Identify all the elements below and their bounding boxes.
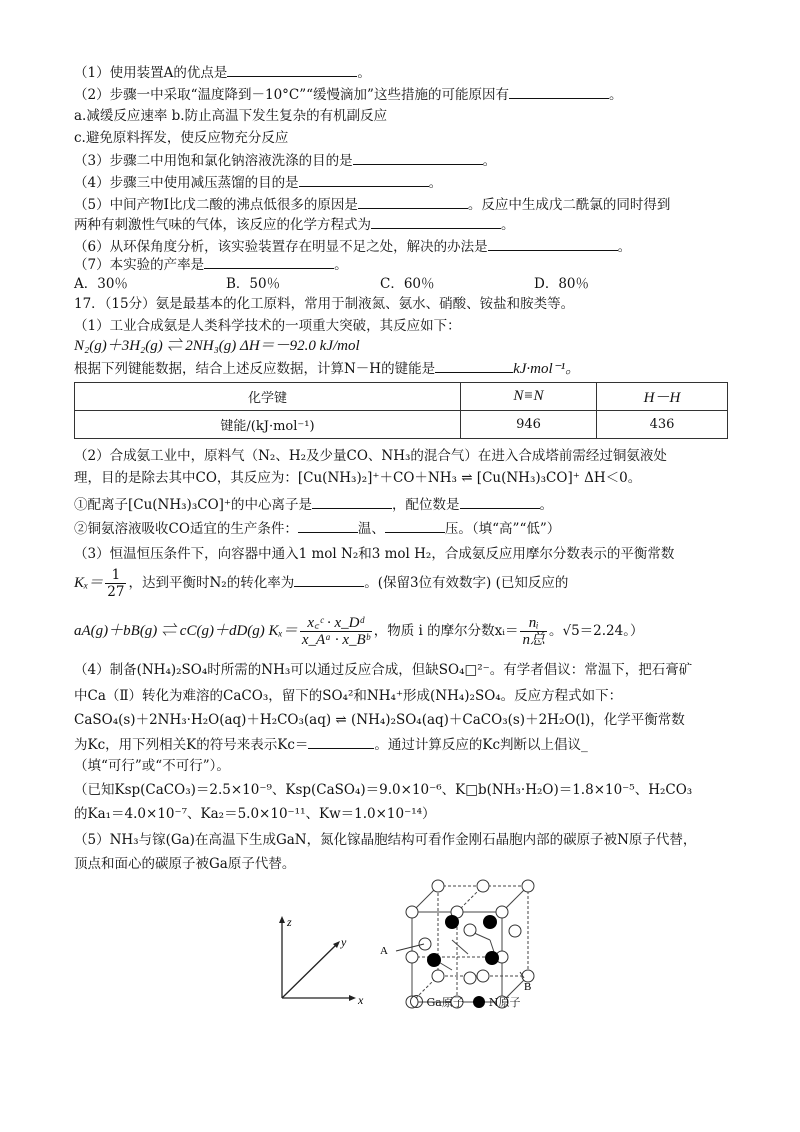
table-row — [75, 411, 728, 439]
question-17-3: （3）恒温恒压条件下，向容器中通入1 mol N₂和3 mol H₂，合成氨反应用摩尔分数表示的平衡常数 — [74, 546, 675, 562]
table-cell: 436 — [597, 411, 728, 439]
question-17-1-ask: 根据下列键能数据，结合上述反应数据，计算N－H的键能是 kJ·mol⁻¹。 — [74, 358, 580, 379]
answer-blank[interactable] — [308, 734, 374, 749]
question-17-3-cont: Kₓ＝ $\frac{1}{27}$ ，达到平衡时N₂的转化率为 。(保留3位有效数字) (已知反应的 — [74, 567, 569, 600]
fraction-kx-general: $\frac{\text{x꜀ᶜ · x\_Dᵈ}}{\text{x\_Aᵃ · x\_Bᵇ}}$ — [301, 615, 370, 648]
answer-blank[interactable] — [385, 518, 445, 533]
question-16-4: （4）步骤三中使用减压蒸馏的目的是 。 — [74, 172, 442, 193]
answer-blank[interactable] — [227, 62, 357, 77]
answer-blank[interactable] — [312, 494, 392, 509]
question-17-5: （5）NH₃与镓(Ga)在高温下生成GaN，氮化镓晶胞结构可看作金刚石晶胞内部的碳原子被N原子代替， — [74, 832, 697, 848]
answer-blank[interactable] — [299, 172, 429, 187]
question-17-1: （1）工业合成氨是人类科学技术的一项重大突破，其反应如下： — [74, 318, 461, 334]
question-16-2: （2）步骤一中采取“温度降到－10°C”“缓慢滴加”这些措施的可能原因有 。 — [74, 84, 622, 105]
answer-blank[interactable] — [353, 150, 483, 165]
gan-unit-cell-diagram — [372, 872, 572, 1012]
choice-c[interactable]: C．60％ — [380, 276, 435, 292]
answer-blank[interactable] — [358, 194, 468, 209]
ga-atom-icon — [410, 995, 423, 1008]
question-17-5-cont: 顶点和面心的碳原子被Ga原子代替。 — [74, 856, 296, 872]
x-label: x — [358, 993, 364, 1007]
option-line-c: c.避免原料挥发，使反应物充分反应 — [74, 130, 289, 146]
fraction-mole: $\frac{\text{nᵢ}}{\text{n总}}$ — [522, 615, 545, 648]
question-16-7: （7）本实验的产率是 。 — [74, 254, 348, 275]
bond-energy-table — [74, 382, 728, 439]
choice-d[interactable]: D．80％ — [534, 276, 590, 292]
question-17-3-hint: aA(g)＋bB(g) ⇌ cC(g)＋dD(g) Kₓ＝ $\frac{\text{x꜀ᶜ · x\_Dᵈ}}{\text{x\_Aᵃ · x\_Bᵇ}}$ ，物质 i 的摩尔分数xᵢ＝ $\frac{\text{nᵢ}}{\text{n总}}$ 。√5＝2.24。） — [74, 615, 644, 648]
question-17-4-given: （已知Ksp(CaCO₃)＝2.5×10⁻⁹、Ksp(CaSO₄)＝9.0×10⁻⁶、K□b(NH₃·H₂O)＝1.8×10⁻⁵、H₂CO₃ — [74, 782, 693, 798]
question-17-4-cont: 中Ca（Ⅱ）转化为难溶的CaCO₃，留下的SO₄²和NH₄⁺形成(NH₄)₂SO₄。反应方程式如下： — [74, 688, 623, 704]
question-17-4-given-cont: 的Ka₁＝4.0×10⁻⁷、Ka₂＝5.0×10⁻¹¹、Kw＝1.0×10⁻¹⁴） — [74, 806, 436, 822]
equation-gypsum: CaSO₄(s)＋2NH₃·H₂O(aq)＋H₂CO₃(aq) ⇌ (NH₄)₂SO₄(aq)＋CaCO₃(s)＋2H₂O(l)，化学平衡常数 — [74, 712, 685, 728]
option-line-ab: a.减缓反应速率 b.防止高温下发生复杂的有机副反应 — [74, 108, 388, 124]
answer-blank[interactable] — [371, 214, 501, 229]
label-a: A — [380, 945, 388, 957]
answer-blank[interactable] — [294, 572, 364, 587]
y-label: y — [341, 935, 347, 949]
table-header-cell: 化学键 — [75, 383, 461, 411]
legend-n-label: N原子 — [488, 996, 521, 1009]
question-16-5: （5）中间产物Ⅰ比戊二酸的沸点低很多的原因是 。反应中生成戊二酰氯的同时得到 — [74, 194, 670, 215]
n-atom-icon — [473, 996, 485, 1008]
figure-legend — [410, 994, 520, 1010]
z-label: z — [287, 915, 292, 929]
question-17-2-2: ②铜氨溶液吸收CO适宜的生产条件： 温、 压。（填“高”“低”） — [74, 518, 560, 539]
legend-ga-label: Ga原子 — [426, 996, 464, 1009]
table-header-cell: H－H — [597, 383, 728, 411]
question-16-5-cont: 两种有刺激性气味的气体，该反应的化学方程式为 。 — [74, 214, 515, 235]
question-17-4-ask: 为Kc，用下列相关K的符号来表示Kc＝ 。通过计算反应的Kc判断以上倡议_ — [74, 734, 588, 755]
answer-blank[interactable] — [435, 358, 513, 373]
question-16-3: （3）步骤二中用饱和氯化钠溶液洗涤的目的是 。 — [74, 150, 496, 171]
answer-blank[interactable] — [460, 494, 540, 509]
table-cell: 键能/(kJ·mol⁻¹) — [75, 411, 461, 439]
label-b: B — [524, 981, 532, 993]
question-17-4: （4）制备(NH₄)₂SO₄时所需的NH₃可以通过反应合成，但缺SO₄□²⁻。有学者倡议：常温下，把石膏矿 — [74, 662, 693, 678]
question-17-2-1: ①配离子[Cu(NH₃)₃CO]⁺的中心离子是 ，配位数是 。 — [74, 494, 553, 515]
axes-diagram — [262, 912, 372, 1012]
question-17-4-fill: （填“可行”或“不可行”）。 — [74, 758, 230, 774]
answer-blank[interactable] — [509, 84, 609, 99]
answer-blank[interactable] — [488, 236, 618, 251]
equation-haber: N₂(g)＋3H₂(g) ⇌ 2NH₃(g) ΔH＝－92.0 kJ/mol — [74, 338, 360, 354]
question-17-2: （2）合成氨工业中，原料气（N₂、H₂及少量CO、NH₃的混合气）在进入合成塔前需经过铜氨液处 — [74, 448, 667, 464]
question-17-title: 17．（15分）氨是最基本的化工原料，常用于制液氮、氨水、硝酸、铵盐和胺类等。 — [74, 296, 575, 312]
choice-b[interactable]: B．50％ — [226, 276, 281, 292]
y-axis — [282, 944, 337, 998]
table-row — [75, 383, 728, 411]
choice-a[interactable]: A．30％ — [74, 276, 128, 292]
table-cell: 946 — [461, 411, 597, 439]
question-17-2-cont: 理，目的是除去其中CO，其反应为：[Cu(NH₃)₂]⁺＋CO＋NH₃ ⇌ [Cu(NH₃)₃CO]⁺ ΔH＜0。 — [74, 470, 642, 486]
question-16-6: （6）从环保角度分析，该实验装置存在明显不足之处，解决的办法是 。 — [74, 236, 631, 257]
answer-blank[interactable] — [204, 254, 334, 269]
question-16-1: （1）使用装置A的优点是 。 — [74, 62, 371, 83]
answer-blank[interactable] — [298, 518, 358, 533]
z-arrow-icon — [279, 916, 285, 923]
table-header-cell: N≡N — [461, 383, 597, 411]
fraction-kx: $\frac{1}{27}$ — [107, 567, 125, 600]
x-arrow-icon — [349, 995, 356, 1001]
